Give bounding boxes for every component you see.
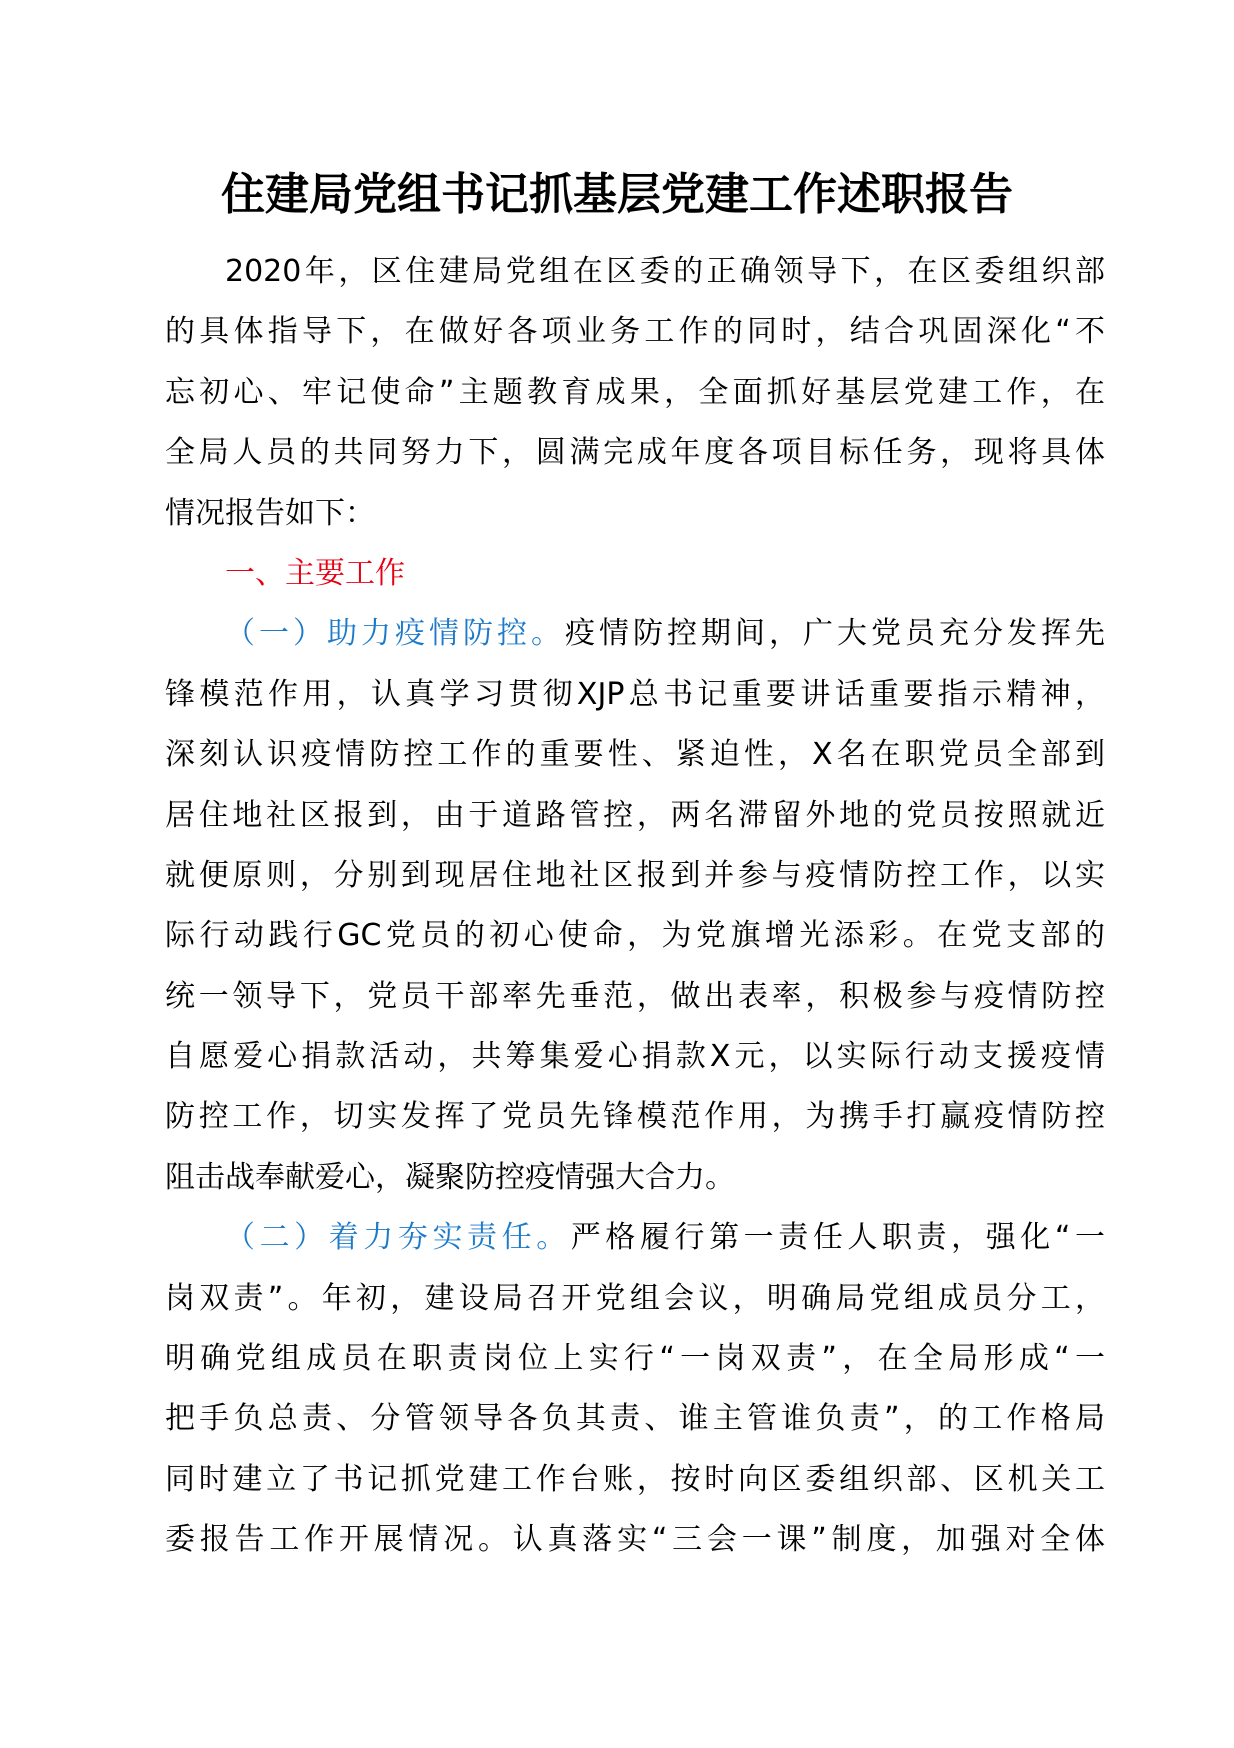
paragraph-first-line <box>165 1208 1105 1268</box>
intro-line: 的具体指导下，在做好各项业务工作的同时，结合巩固深化“不 <box>165 314 1105 350</box>
intro-line: 忘初心、牢记使命”主题教育成果，全面抓好基层党建工作，在 <box>165 374 1105 410</box>
page-title: 住建局党组书记抓基层党建工作述职报告 <box>221 169 1013 220</box>
paragraph-line: 岗双责”。年初，建设局召开党组会议，明确局党组成员分工， <box>165 1280 1105 1316</box>
paragraph-line: 同时建立了书记抓党建工作台账，按时向区委组织部、区机关工 <box>165 1461 1105 1497</box>
paragraph-line: 阻击战奉献爱心，凝聚防控疫情强大合力。 <box>165 1159 735 1195</box>
document-body <box>165 242 1105 1571</box>
paragraph-line: 际行动践行GC党员的初心使命，为党旗增光添彩。在党支部的 <box>165 918 1105 954</box>
paragraph-line: 防控工作，切实发挥了党员先锋模范作用，为携手打赢疫情防控 <box>165 1099 1105 1135</box>
intro-line: 2020年，区住建局党组在区委的正确领导下，在区委组织部 <box>225 254 1105 289</box>
paragraph-line: 居住地社区报到，由于道路管控，两名滞留外地的党员按照就近 <box>165 797 1105 833</box>
paragraph-first-line <box>165 604 1105 664</box>
paragraph-text: 严格履行第一责任人职责，强化“一 <box>570 1220 1105 1256</box>
intro-line: 情况报告如下： <box>165 495 375 531</box>
paragraph-text: 疫情防控期间，广大党员充分发挥先 <box>565 616 1105 652</box>
paragraph-line: 自愿爱心捐款活动，共筹集爱心捐款X元，以实际行动支援疫情 <box>165 1039 1105 1075</box>
intro-line: 全局人员的共同努力下，圆满完成年度各项目标任务，现将具体 <box>165 435 1105 471</box>
section-heading: 一、主要工作 <box>225 555 405 591</box>
paragraph-line: 就便原则，分别到现居住地社区报到并参与疫情防控工作，以实 <box>165 857 1105 893</box>
paragraph-line: 明确党组成员在职责岗位上实行“一岗双责”，在全局形成“一 <box>165 1341 1105 1377</box>
paragraph-line: 锋模范作用，认真学习贯彻XJP总书记重要讲话重要指示精神， <box>165 676 1105 712</box>
paragraph-line: 委报告工作开展情况。认真落实“三会一课”制度，加强对全体 <box>165 1522 1105 1558</box>
paragraph-line: 把手负总责、分管领导各负其责、谁主管谁负责”，的工作格局 <box>165 1401 1105 1437</box>
paragraph-line: 深刻认识疫情防控工作的重要性、紧迫性，X名在职党员全部到 <box>165 737 1105 773</box>
subsection-heading: （二）着力夯实责任。 <box>225 1220 571 1256</box>
paragraph-line: 统一领导下，党员干部率先垂范，做出表率，积极参与疫情防控 <box>165 978 1105 1014</box>
subsection-heading: （一）助力疫情防控。 <box>225 616 565 652</box>
